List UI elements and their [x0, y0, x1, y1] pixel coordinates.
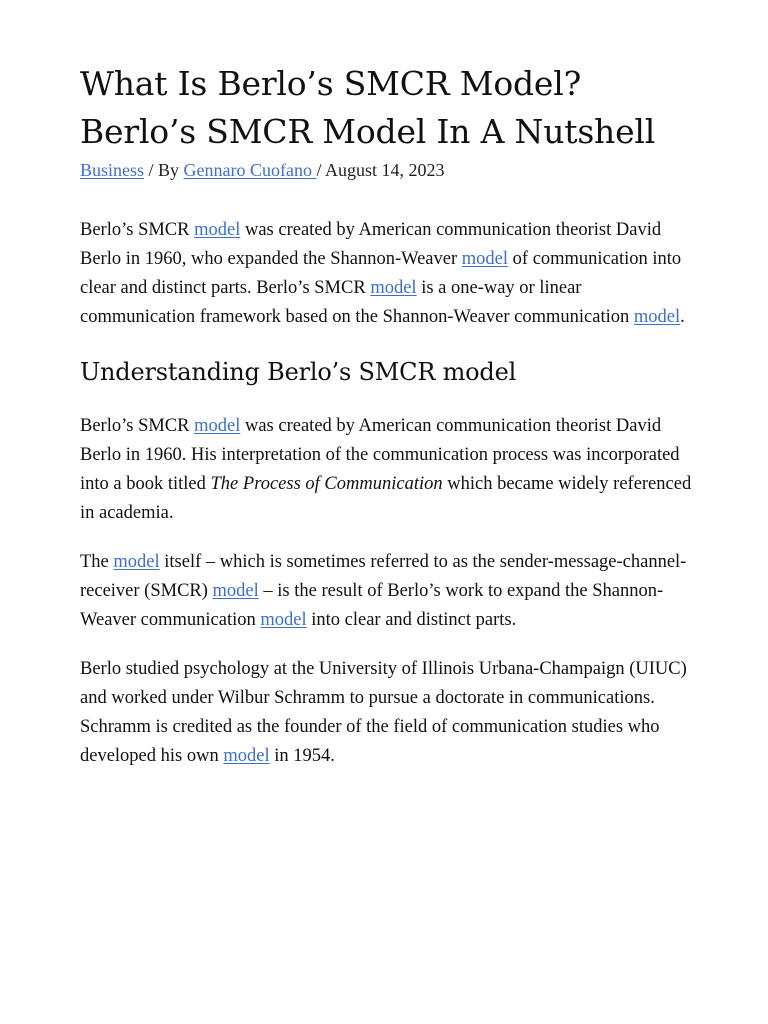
model-link[interactable]: model	[370, 278, 417, 298]
intro-text: is a one-way or linear communication framework based on the Shannon-Weaver communication	[80, 278, 634, 327]
by-label: / By	[144, 160, 184, 180]
model-link[interactable]: model	[633, 307, 681, 327]
paragraph-text: in 1954.	[269, 746, 335, 766]
intro-text: .	[680, 307, 685, 327]
paragraph-text: – is the result of Berlo’s work to expand the Shannon-Weaver communication	[80, 581, 664, 630]
section-heading: Understanding Berlo’s SMCR model	[80, 358, 517, 386]
paragraph-text: into clear and distinct parts.	[306, 610, 517, 630]
body-paragraph-1	[80, 412, 700, 528]
body-paragraph-2	[80, 548, 700, 635]
page-title: What Is Berlo’s SMCR Model? Berlo’s SMCR Model In A Nutshell	[80, 64, 656, 151]
category-link[interactable]: Business	[80, 160, 145, 180]
intro-paragraph	[80, 216, 700, 332]
paragraph-text: was created by American communication theorist David Berlo in 1960. His interpretation of the communication process was incorporated into a book titled	[80, 416, 680, 494]
paragraph-text: Berlo’s SMCR	[80, 416, 195, 436]
book-title: The Process of Communication	[210, 474, 443, 494]
model-link[interactable]: model	[194, 416, 241, 436]
meta-separator: /	[316, 160, 326, 180]
post-meta	[80, 158, 700, 182]
body-paragraph-3	[80, 655, 700, 771]
model-link[interactable]: model	[113, 552, 160, 572]
paragraph-text: itself – which is sometimes referred to as the sender-message-channel-receiver (SMCR)	[80, 552, 687, 601]
model-link[interactable]: model	[194, 220, 241, 240]
author-link[interactable]: Gennaro Cuofano	[183, 160, 317, 180]
model-link[interactable]: model	[260, 610, 307, 630]
intro-text: of communication into clear and distinct parts. Berlo’s SMCR	[80, 249, 682, 298]
paragraph-text: The	[80, 552, 114, 572]
intro-text: Berlo’s SMCR	[80, 220, 195, 240]
article	[80, 60, 700, 771]
model-link[interactable]: model	[212, 581, 259, 601]
post-date: August 14, 2023	[325, 160, 445, 180]
intro-text: was created by American communication theorist David Berlo in 1960, who expanded the Shannon-Weaver	[80, 220, 662, 269]
model-link[interactable]: model	[223, 746, 270, 766]
model-link[interactable]: model	[461, 249, 509, 269]
paragraph-text: which became widely referenced in academia.	[80, 474, 692, 523]
paragraph-text: Berlo studied psychology at the University of Illinois Urbana-Champaign (UIUC) and worked under Wilbur Schramm to pursue a doctorate in communications. Schramm is credited as the founder of the field of communication studies who developed his own	[80, 659, 687, 766]
